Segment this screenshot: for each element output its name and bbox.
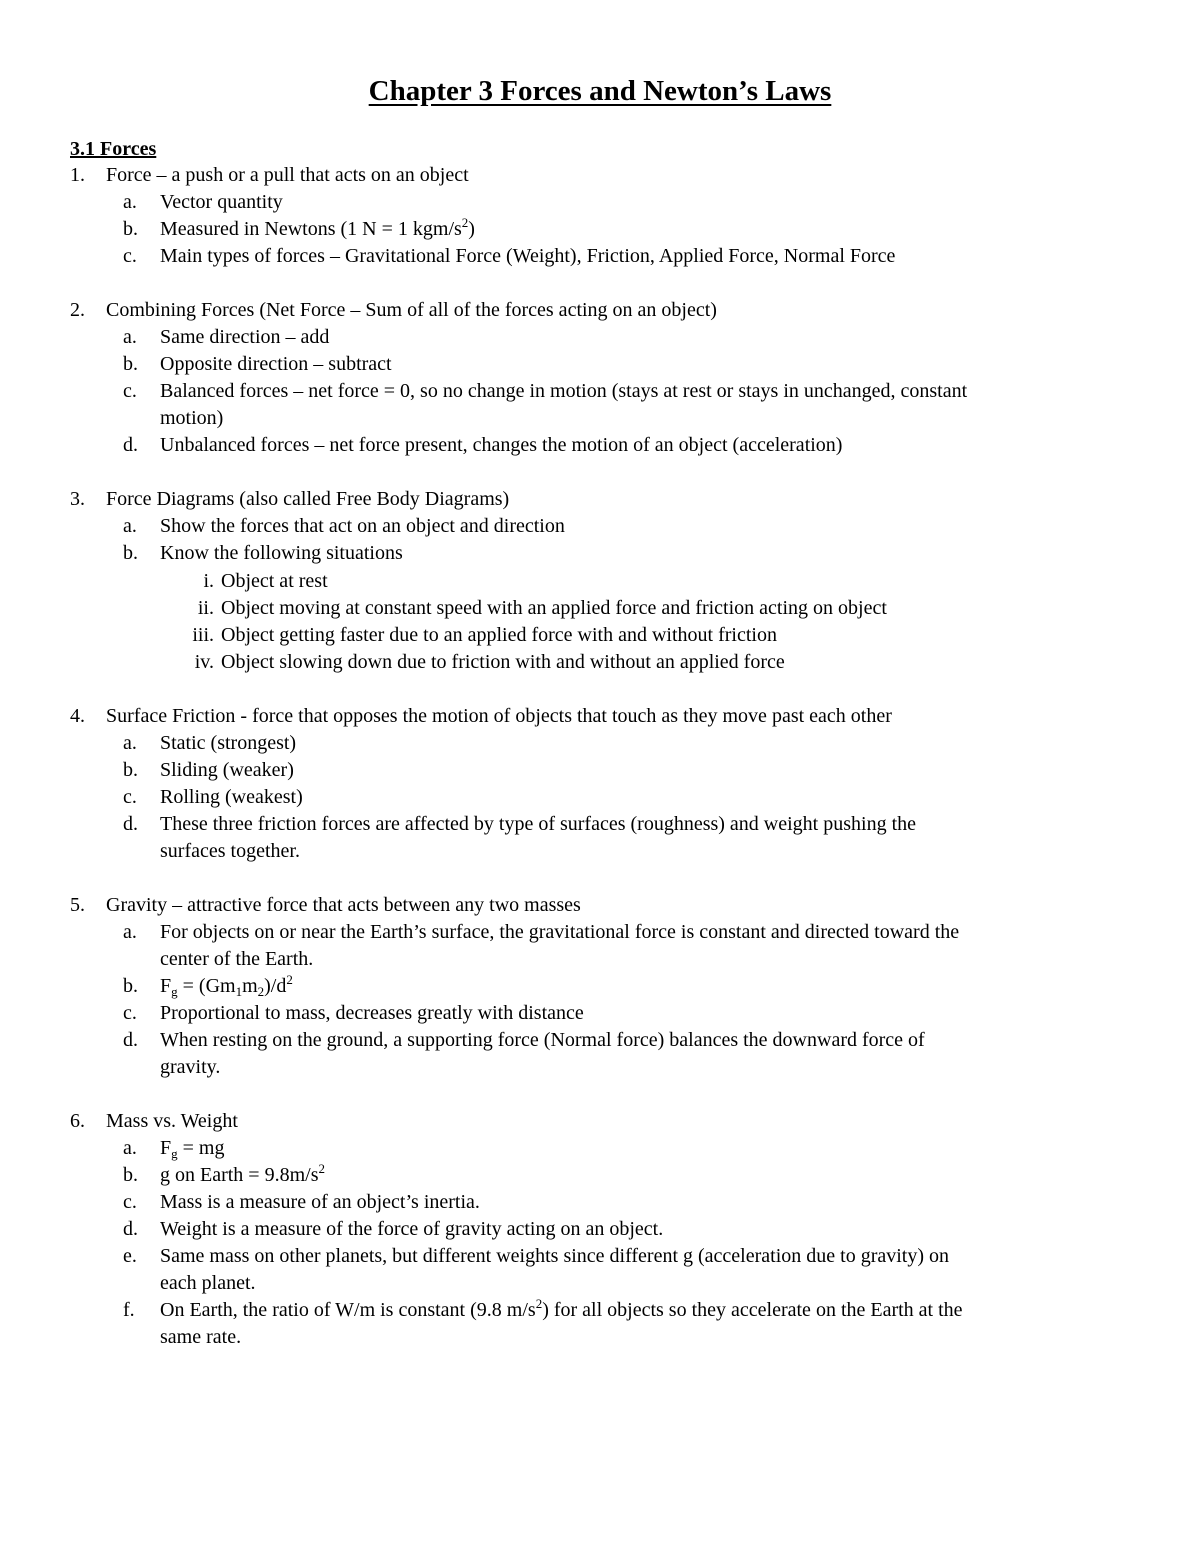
document-page: Chapter 3 Forces and Newton’s Laws 3.1 Forces 1. Force – a push or a pull that acts on an object a. Vector quantity b. Measured in Newtons (1 N = 1 kgm/$s^2$) c. Main types of forces – Gravitational Force (Weight), Friction, Applied Force, Normal Force 2. Combining Forces (Net Force – Sum of all of the forces acting on an object) a. Same direction – add b. Opposite direction – subtract c. Balanced forces – net force = 0, so no change in motion (stays at rest or stays in unchanged, constant motion) d. Unbalanced forces – net force present, changes the motion of an object (acceleration) 3. Force Diagrams (also called Free Body Diagrams) a. Show the forces that act on an object and direction b. Know the following situations i. Object at rest ii. Object moving at constant speed with an applied force and friction acting on object iii. Object getting faster due to an applied force with and without friction iv. Object slowing down due to friction with and without an applied force 4. Surface Friction - force that opposes the motion of objects that touch as they move past each other a. Static (strongest) b. Sliding (weaker) c. Rolling (weakest) d. These three friction forces are affected by type of surfaces (roughness) and weight pushing the surfaces together. 5. Gravity – attractive force that acts between any two masses a. For objects on or near the Earth’s surface, the gravitational force is constant and directed toward the center of the Earth. b. $F_g = (Gm_1m_2)/d^2$ c. Proportional to mass, decreases greatly with distance d. When resting on the ground, a supporting force (Normal force) balances the downward force of gravity. 6. Mass vs. Weight a. $F_g$ = mg b. g on Earth = $9.8m/s^2$ c. Mass is a measure of an object’s inertia. d. Weight is a measure of the force of gravity acting on an object. e. Same mass on other planets, but different weights since different g (acceleration due to gravity) on each planet. f. On Earth, the ratio of W/m is constant (9.8 $m/s^2$) for all objects so they accelerate on the Earth at the same rate. (0, 0, 1200, 1553)
page-title: Chapter 3 Forces and Newton’s Laws (368, 75, 832, 107)
section-heading: 3.1 Forces (70, 138, 157, 160)
